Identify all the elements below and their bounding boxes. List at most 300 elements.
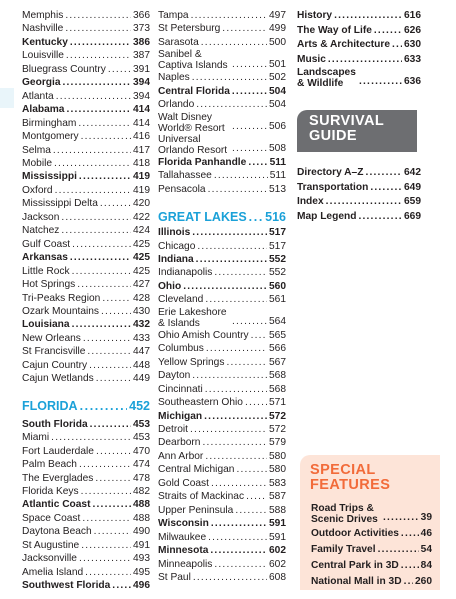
special-features-list [311,503,432,591]
toc-entry-name: Tampa [158,10,189,21]
toc-entry-name: Southwest Florida [22,580,111,592]
toc-entry-name: Miami [22,432,50,444]
leader-dots [82,512,131,525]
toc-entry-page: 419 [133,184,150,196]
toc-entry-name: Mobile [22,157,53,169]
toc-entry-name: Map Legend [297,210,357,222]
toc-entry-name: Orlando [158,99,195,111]
toc-entry[interactable] [22,224,150,237]
toc-entry-name: Hot Springs [22,279,76,291]
toc-entry-page: 501 [269,58,286,70]
leader-dots [78,117,131,130]
toc-entry-name: Universal Orlando Resort [158,133,228,156]
toc-entry-name: Florida Panhandle [158,156,247,168]
toc-entry[interactable] [22,579,150,592]
toc-list-col2b [158,226,286,584]
toc-entry[interactable] [22,498,150,511]
toc-entry-page: 394 [133,77,150,89]
toc-entry[interactable] [158,266,286,279]
toc-entry-name: Cajun Wetlands [22,373,94,385]
toc-entry-page: 470 [133,445,150,457]
leader-dots [95,472,131,485]
toc-entry-page: 502 [269,72,286,84]
leader-dots [334,9,402,23]
toc-entry-name: Minneapolis [158,558,213,570]
leader-dots [55,184,131,197]
leader-dots [183,280,267,293]
toc-entry[interactable] [22,372,150,385]
toc-entry[interactable] [297,9,421,23]
toc-entry-name: Ohio [158,280,182,292]
toc-entry[interactable] [158,396,286,409]
toc-entry-page: 420 [133,198,150,210]
toc-entry[interactable] [158,226,286,239]
toc-entry-name: Space Coast [22,512,81,524]
toc-entry-page: 418 [133,157,150,169]
toc-entry[interactable] [22,278,150,291]
toc-entry-page: 424 [133,225,150,237]
leader-dots [236,463,267,476]
section-page: 516 [265,210,286,225]
toc-entry[interactable] [297,38,421,52]
toc-entry[interactable] [311,543,432,558]
toc-entry-name: Jacksonville [22,553,77,565]
toc-entry-name: Georgia [22,77,61,89]
toc-entry-page: 506 [269,121,286,133]
toc-entry-name: Southeastern Ohio [158,397,243,409]
leader-dots [89,359,131,372]
toc-entry[interactable] [158,571,286,584]
toc-entry[interactable] [311,559,432,574]
toc-entry-name: Outdoor Activities [311,527,399,539]
toc-entry[interactable] [158,369,286,382]
leader-dots [249,210,263,224]
leader-dots [404,575,413,590]
toc-entry-page: 572 [269,410,286,422]
toc-entry-name: Wisconsin [158,518,209,530]
toc-entry[interactable] [158,36,286,49]
leader-dots [222,22,267,35]
toc-entry[interactable] [22,345,150,358]
toc-entry[interactable] [22,512,150,525]
toc-entry-name: Atlanta [22,90,54,102]
toc-entry-page: 511 [269,170,286,182]
toc-entry[interactable] [22,265,150,278]
leader-dots [61,224,131,237]
toc-entry[interactable] [22,130,150,143]
toc-entry[interactable] [158,71,286,84]
toc-entry[interactable] [158,240,286,253]
toc-column-3 [297,9,421,90]
leader-dots [204,410,267,423]
toc-entry-name: Arts & Architecture [297,39,391,51]
toc-column-1 [22,9,150,593]
toc-entry[interactable] [297,24,421,38]
toc-entry[interactable] [22,184,150,197]
toc-entry[interactable] [22,238,150,251]
toc-entry[interactable] [22,117,150,130]
leader-dots [93,498,132,511]
leader-dots [326,195,402,209]
toc-entry-name: Landscapes & Wildlife [297,67,356,90]
toc-entry[interactable] [158,253,286,266]
toc-entry-page: 500 [269,36,286,48]
toc-column-2 [158,9,286,584]
toc-entry[interactable] [158,504,286,517]
leader-dots [358,210,402,224]
section-heading-florida[interactable] [22,399,150,413]
toc-entry[interactable] [158,450,286,463]
toc-entry[interactable] [158,531,286,544]
section-label: GREAT LAKES [158,210,247,225]
leader-dots [328,53,402,67]
toc-entry[interactable] [158,342,286,355]
toc-entry[interactable] [158,85,286,98]
toc-entry[interactable] [158,517,286,530]
toc-entry[interactable] [22,157,150,170]
toc-entry-name: Road Trips & Scenic Drives [311,503,378,525]
leader-dots [87,345,131,358]
toc-entry-page: 504 [269,99,286,111]
leader-dots [85,566,131,579]
toc-entry[interactable] [158,544,286,557]
leader-dots [63,76,132,89]
toc-entry[interactable] [22,525,150,538]
toc-entry[interactable] [22,103,150,116]
toc-entry[interactable] [158,423,286,436]
toc-list-col1b [22,418,150,593]
toc-entry-page: 497 [269,10,286,21]
leader-dots [208,183,267,196]
toc-entry-page: 428 [133,292,150,304]
leader-dots [101,305,131,318]
leader-dots [211,477,267,490]
toc-entry[interactable] [158,383,286,396]
toc-entry[interactable] [158,112,286,134]
toc-entry-name: Columbus [158,343,204,355]
leader-dots [79,552,131,565]
toc-entry-page: 568 [269,370,286,382]
toc-entry-name: Ann Arbor [158,450,204,462]
toc-entry[interactable] [22,292,150,305]
leader-dots [196,253,267,266]
toc-entry[interactable] [22,49,150,62]
leader-dots [81,130,131,143]
toc-entry[interactable] [311,503,432,525]
toc-entry[interactable] [158,356,286,369]
survival-guide-title: SURVIVAL GUIDE [309,113,384,144]
toc-entry-name: Naples [158,72,190,84]
toc-entry-page: 391 [133,63,150,75]
toc-entry-name: Milwaukee [158,531,207,543]
leader-dots [246,490,267,503]
toc-entry-page: 482 [133,485,150,497]
toc-entry[interactable] [22,22,150,35]
leader-dots [193,571,267,584]
leader-dots [206,342,267,355]
leader-dots [392,38,402,52]
leader-dots [66,103,131,116]
leader-dots [192,369,267,382]
leader-dots [80,399,128,413]
toc-entry-name: Chicago [158,240,196,252]
toc-entry[interactable] [22,458,150,471]
leader-dots [192,71,267,84]
toc-entry-name: Ohio Amish Country [158,329,249,341]
toc-entry[interactable] [158,436,286,449]
toc-entry[interactable] [22,418,150,431]
toc-entry[interactable] [22,472,150,485]
toc-entry[interactable] [158,9,286,22]
toc-entry-name: Michigan [158,410,203,422]
leader-dots [190,423,267,436]
toc-entry-page: 490 [133,526,150,538]
survival-guide-banner [297,110,417,152]
leader-dots [66,49,131,62]
toc-entry[interactable] [297,53,421,67]
toc-entry-name: Gold Coast [158,477,209,489]
toc-entry-name: Selma [22,144,51,156]
toc-entry[interactable] [22,332,150,345]
toc-entry-page: 39 [420,511,432,523]
toc-entry[interactable] [158,169,286,182]
toc-entry[interactable] [22,76,150,89]
leader-dots [96,445,131,458]
leader-dots [72,265,131,278]
toc-entry-name: Cajun Country [22,359,88,371]
toc-entry[interactable] [158,134,286,156]
toc-entry[interactable] [297,166,421,180]
spacer [22,386,150,399]
leader-dots [70,36,131,49]
leader-dots [79,170,131,183]
leader-dots [365,166,402,180]
toc-entry[interactable] [22,36,150,49]
toc-entry-page: 366 [133,10,150,21]
leader-dots [72,318,131,331]
toc-entry-name: Sanibel & Captiva Islands [158,49,228,72]
toc-entry[interactable] [22,251,150,264]
toc-entry-page: 588 [269,504,286,516]
toc-entry-name: History [297,10,333,21]
toc-entry-page: 511 [269,156,286,168]
toc-entry[interactable] [22,9,150,22]
toc-entry-name: Bluegrass Country [22,63,106,75]
spacer [158,196,286,210]
toc-entry-page: 513 [269,183,286,195]
toc-entry[interactable] [158,410,286,423]
toc-entry-name: Amelia Island [22,566,84,578]
toc-entry-name: Oxford [22,184,53,196]
leader-dots [72,238,131,251]
toc-entry[interactable] [22,197,150,210]
section-heading-great-lakes[interactable] [158,210,286,224]
toc-entry-page: 636 [404,76,421,88]
leader-dots [232,142,267,155]
leader-dots [54,157,131,170]
toc-entry-page: 560 [269,280,286,292]
leader-dots [192,226,267,239]
leader-dots [70,251,131,264]
toc-entry[interactable] [158,49,286,71]
leader-dots [359,75,402,89]
toc-entry-page: 572 [269,423,286,435]
toc-entry-page: 448 [133,359,150,371]
leader-dots [108,63,131,76]
toc-entry[interactable] [311,575,432,590]
toc-entry[interactable] [22,445,150,458]
toc-entry-page: 453 [133,418,150,430]
toc-entry[interactable] [158,22,286,35]
toc-entry[interactable] [22,211,150,224]
toc-entry-name: Walt Disney World® Resort [158,111,225,134]
toc-entry-page: 488 [133,499,150,511]
toc-entry-name: St Petersburg [158,23,221,35]
toc-entry-name: St Paul [158,571,191,583]
toc-entry-name: Transportation [297,181,369,193]
toc-entry-page: 659 [404,196,421,208]
toc-entry-page: 508 [269,143,286,155]
toc-entry-page: 493 [133,553,150,565]
toc-entry[interactable] [297,210,421,224]
leader-dots [248,156,267,169]
leader-dots [102,292,131,305]
leader-dots [83,332,131,345]
leader-dots [401,527,419,542]
toc-entry[interactable] [158,463,286,476]
toc-entry-name: Louisville [22,50,64,62]
leader-dots [197,240,267,253]
leader-dots [81,485,131,498]
toc-entry-name: Family Travel [311,543,376,555]
leader-dots [90,418,131,431]
leader-dots [378,543,419,558]
toc-entry-page: 495 [133,566,150,578]
toc-entry-name: Little Rock [22,265,70,277]
toc-entry[interactable] [22,318,150,331]
toc-entry-page: 649 [404,181,421,193]
toc-entry[interactable] [158,329,286,342]
toc-entry-page: 566 [269,343,286,355]
toc-entry[interactable] [297,181,421,195]
toc-entry-page: 425 [133,252,150,264]
leader-dots [61,211,131,224]
toc-entry[interactable] [158,156,286,169]
toc-entry-page: 642 [404,167,421,178]
toc-entry-name: Mississippi Delta [22,198,98,210]
toc-entry-name: St Augustine [22,539,80,551]
toc-list-understand [297,9,421,89]
toc-entry[interactable] [22,566,150,579]
toc-entry-name: Detroit [158,423,189,435]
toc-entry[interactable] [311,527,432,542]
toc-entry[interactable] [22,305,150,318]
toc-entry[interactable] [22,485,150,498]
toc-entry-page: 504 [269,85,286,97]
toc-entry-page: 552 [269,253,286,265]
leader-dots [214,266,267,279]
toc-entry-page: 499 [269,23,286,35]
toc-entry-name: Montgomery [22,131,79,143]
toc-entry-name: The Everglades [22,472,94,484]
toc-entry[interactable] [22,144,150,157]
leader-dots [79,458,131,471]
toc-entry-name: Directory A–Z [297,167,364,178]
toc-entry-page: 414 [133,117,150,129]
toc-entry-name: Birmingham [22,117,77,129]
leader-dots [81,539,131,552]
toc-entry[interactable] [158,558,286,571]
toc-entry-name: Florida Keys [22,485,79,497]
toc-entry-name: Tri-Peaks Region [22,292,101,304]
toc-entry[interactable] [158,307,286,329]
leader-dots [235,504,267,517]
toc-entry-name: Alabama [22,104,65,116]
toc-entry-page: 630 [404,39,421,51]
toc-entry[interactable] [22,539,150,552]
leader-dots [211,517,267,530]
toc-entry-page: 373 [133,23,150,35]
toc-entry-name: Ozark Mountains [22,305,100,317]
leader-dots [374,24,402,38]
toc-entry-page: 432 [133,319,150,331]
toc-entry-page: 416 [133,131,150,143]
toc-entry[interactable] [22,63,150,76]
leader-dots [65,9,131,22]
toc-entry[interactable] [158,490,286,503]
toc-entry-name: New Orleans [22,332,81,344]
toc-entry-page: 616 [404,10,421,21]
toc-entry-name: Jackson [22,211,60,223]
toc-entry-page: 567 [269,356,286,368]
toc-entry[interactable] [22,170,150,183]
toc-entry[interactable] [158,293,286,306]
toc-entry[interactable] [22,90,150,103]
toc-entry-name: The Way of Life [297,24,372,36]
toc-entry[interactable] [158,98,286,111]
toc-entry[interactable] [22,431,150,444]
toc-entry-name: Natchez [22,225,60,237]
toc-entry-name: Gulf Coast [22,238,71,250]
toc-entry[interactable] [158,477,286,490]
toc-entry-page: 430 [133,305,150,317]
leader-dots [245,396,267,409]
toc-entry[interactable] [158,183,286,196]
toc-entry-page: 414 [133,104,150,116]
toc-entry-page: 474 [133,459,150,471]
toc-entry-page: 580 [269,450,286,462]
toc-entry-name: Indianapolis [158,267,213,279]
toc-entry[interactable] [158,280,286,293]
toc-entry[interactable] [22,552,150,565]
toc-entry-page: 260 [415,575,432,587]
leader-dots [205,293,267,306]
toc-entry[interactable] [297,67,421,89]
toc-entry-name: Nashville [22,23,64,35]
leader-dots [112,579,131,592]
toc-entry[interactable] [297,195,421,209]
toc-entry-name: Erie Lakeshore & Islands [158,306,227,329]
toc-entry-name: Central Florida [158,85,230,97]
toc-entry-page: 591 [269,531,286,543]
toc-entry-name: Central Michigan [158,464,235,476]
toc-entry-page: 419 [133,171,150,183]
toc-list-col2a [158,9,286,196]
leader-dots [205,383,267,396]
toc-entry[interactable] [22,359,150,372]
toc-entry-page: 478 [133,472,150,484]
leader-dots [226,356,267,369]
